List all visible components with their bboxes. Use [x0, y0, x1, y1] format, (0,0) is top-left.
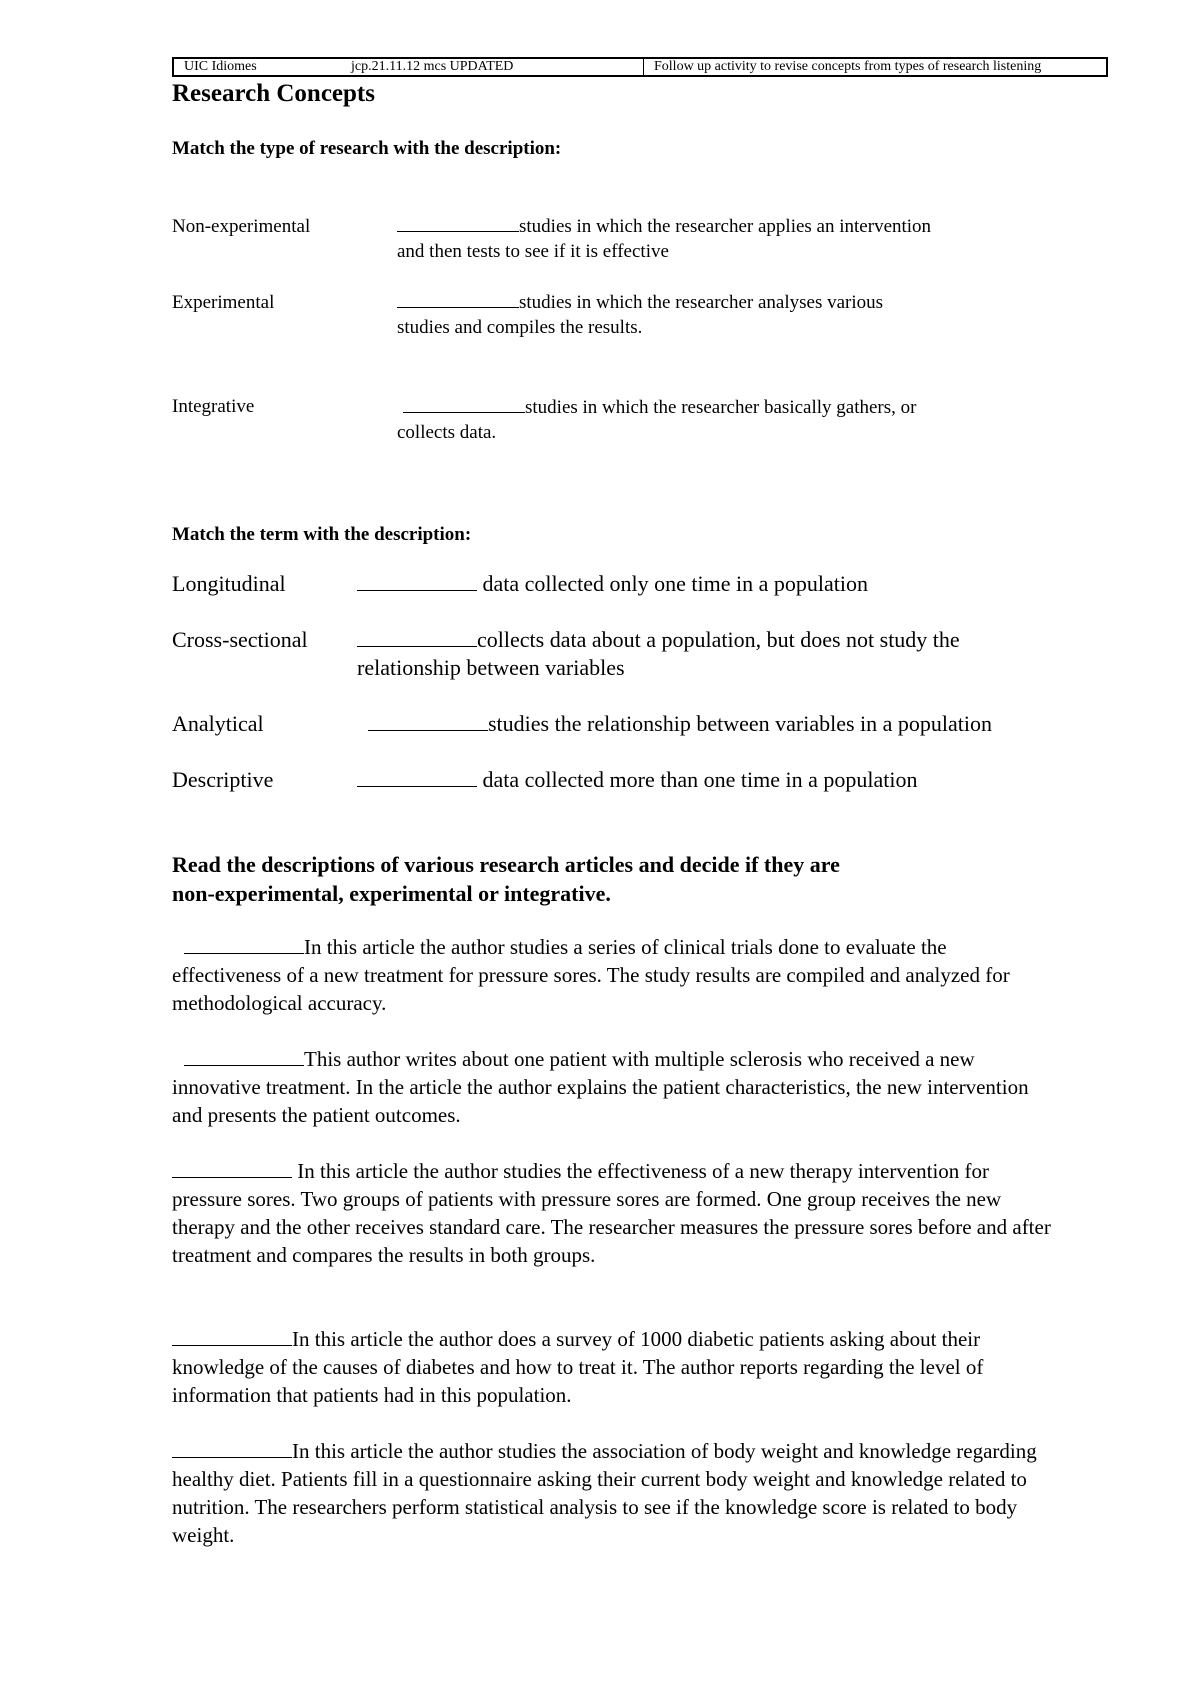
section1-term: Integrative	[172, 396, 255, 417]
answer-blank[interactable]	[368, 710, 488, 731]
section3-heading-line: non-experimental, experimental or integrative.	[172, 881, 611, 906]
description-text: collects data about a population, but does not study the	[477, 627, 960, 652]
answer-blank[interactable]	[184, 934, 304, 954]
page-title: Research Concepts	[172, 80, 375, 107]
article-paragraph	[172, 1437, 1052, 1549]
section1-term: Experimental	[172, 292, 275, 313]
section3-heading	[172, 850, 840, 908]
section1-description	[397, 395, 1097, 445]
answer-blank[interactable]	[397, 290, 519, 308]
section2-term: Longitudinal	[172, 571, 286, 596]
section2-term: Analytical	[172, 711, 264, 736]
description-text: and then tests to see if it is effective	[397, 241, 669, 263]
section2-term: Descriptive	[172, 767, 274, 792]
answer-blank[interactable]	[357, 570, 477, 591]
header-cell-institution: UIC Idiomes	[184, 59, 257, 74]
description-text: data collected only one time in a population	[477, 571, 868, 596]
article-text: In this article the author does a survey of 1000 diabetic patients asking about their knowledge of the causes of diabetes and how to treat it. The author reports regarding the level of information that patients had in this population.	[172, 1327, 984, 1407]
article-text: In this article the author studies a series of clinical trials done to evaluate the effectiveness of a new treatment for pressure sores. The study results are compiled and analyzed for methodological accuracy.	[172, 935, 1010, 1015]
section1-term: Non-experimental	[172, 216, 311, 237]
article-paragraph	[172, 933, 1052, 1017]
section3-heading-line: Read the descriptions of various research articles and decide if they are	[172, 852, 840, 877]
section2-description	[368, 710, 1168, 738]
answer-blank[interactable]	[172, 1158, 292, 1178]
description-text: collects data.	[397, 422, 497, 444]
description-text: studies in which the researcher analyses various	[519, 292, 884, 314]
answer-blank[interactable]	[357, 626, 477, 647]
section1-description	[397, 290, 1097, 340]
description-text: data collected more than one time in a population	[477, 767, 918, 792]
section2-heading: Match the term with the description:	[172, 524, 472, 545]
answer-blank[interactable]	[397, 214, 519, 232]
section1-description	[397, 214, 1097, 264]
description-text: relationship between variables	[357, 655, 625, 680]
article-text: In this article the author studies the association of body weight and knowledge regarding healthy diet. Patients fill in a questionnaire asking their current body weight and knowledge related to nutrition. The researchers perform statistical analysis to see if the knowledge score is related to body weight.	[172, 1439, 1037, 1547]
header-cell-reference: jcp.21.11.12 mcs UPDATED	[339, 59, 644, 75]
answer-blank[interactable]	[357, 766, 477, 787]
header-table	[172, 57, 1108, 77]
article-text: This author writes about one patient with multiple sclerosis who received a new innovative treatment. In the article the author explains the patient characteristics, the new intervention and presents the patient outcomes.	[172, 1047, 1029, 1127]
answer-blank[interactable]	[172, 1438, 292, 1458]
description-text: studies in which the researcher applies an intervention	[519, 216, 932, 238]
header-cell-description: Follow up activity to revise concepts from types of research listening	[654, 59, 1042, 74]
description-text: studies in which the researcher basically gathers, or	[525, 397, 917, 419]
section1-heading: Match the type of research with the description:	[172, 138, 562, 159]
section2-term: Cross-sectional	[172, 627, 308, 652]
answer-blank[interactable]	[172, 1326, 292, 1346]
section2-description	[357, 570, 1157, 598]
article-paragraph	[172, 1325, 1052, 1409]
description-text: studies the relationship between variables in a population	[488, 711, 993, 736]
article-paragraph	[172, 1045, 1052, 1129]
description-text: studies and compiles the results.	[397, 317, 643, 339]
section2-description	[357, 766, 1157, 794]
article-text: In this article the author studies the effectiveness of a new therapy intervention for pressure sores. Two groups of patients with pressure sores are formed. One group receives the new therapy and the other receives standard care. The researcher measures the pressure sores before and after treatment and compares the results in both groups.	[172, 1159, 1051, 1267]
answer-blank[interactable]	[184, 1046, 304, 1066]
answer-blank[interactable]	[403, 395, 525, 413]
section2-description	[357, 626, 1157, 682]
article-paragraph	[172, 1157, 1052, 1269]
